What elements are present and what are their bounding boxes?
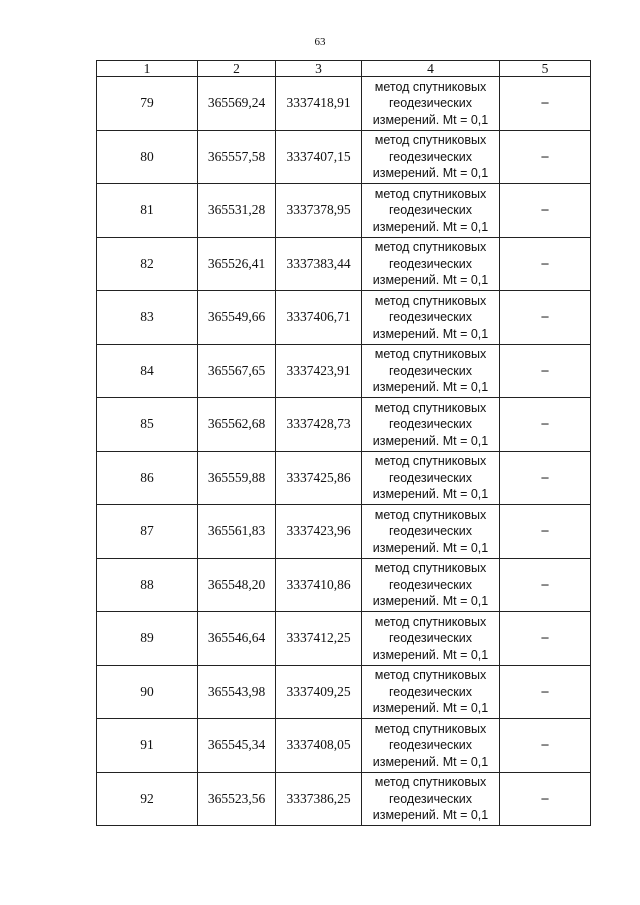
table-row [97, 451, 591, 505]
y-coordinate-cell: 3337378,95 [276, 184, 362, 238]
y-coordinate-cell: 3337406,71 [276, 291, 362, 345]
coordinates-table [96, 60, 591, 826]
method-text-line: геодезических [388, 684, 472, 699]
method-cell [362, 505, 500, 559]
point-number-cell: 82 [97, 237, 198, 291]
note-dash-cell: – [500, 130, 591, 184]
method-text-line: геодезических [388, 149, 472, 164]
method-text-line: измерений. Mt = 0,1 [372, 647, 489, 662]
point-number-cell: 89 [97, 612, 198, 666]
x-coordinate-cell: 365548,20 [198, 558, 276, 612]
x-coordinate-cell: 365531,28 [198, 184, 276, 238]
x-coordinate-cell: 365549,66 [198, 291, 276, 345]
method-text-line: геодезических [388, 524, 472, 538]
page-number: 63 [314, 36, 326, 48]
y-coordinate-cell: 3337425,86 [276, 451, 362, 505]
table-body [97, 77, 591, 826]
method-text-line: метод спутниковых [374, 133, 487, 147]
column-header-2: 2 [198, 61, 276, 77]
column-header-4: 4 [362, 61, 500, 77]
method-text-line: метод спутниковых [374, 79, 487, 94]
method-text-line: метод спутниковых [374, 400, 487, 415]
table-row [97, 558, 591, 612]
x-coordinate-cell: 365567,65 [198, 344, 276, 398]
table-row [97, 772, 591, 826]
y-coordinate-cell: 3337410,86 [276, 558, 362, 612]
method-text-line: измерений. Mt = 0,1 [372, 701, 489, 715]
note-dash-cell: – [500, 451, 591, 505]
method-text-line: измерений. Mt = 0,1 [372, 754, 489, 769]
method-text-line: геодезических [388, 577, 472, 592]
method-cell [362, 344, 500, 398]
note-dash-cell: – [500, 184, 591, 238]
method-text-line: геодезических [388, 96, 472, 110]
method-cell [362, 612, 500, 666]
method-cell [362, 558, 500, 612]
y-coordinate-cell: 3337423,96 [276, 505, 362, 559]
method-text-line: геодезических [388, 738, 472, 752]
method-cell [362, 237, 500, 291]
method-text-line: метод спутниковых [374, 240, 487, 254]
table-row [97, 130, 591, 184]
point-number-cell: 85 [97, 398, 198, 452]
method-cell [362, 77, 500, 131]
method-text-line: геодезических [388, 791, 472, 806]
method-cell [362, 719, 500, 773]
table-row [97, 719, 591, 773]
x-coordinate-cell: 365559,88 [198, 451, 276, 505]
table-row [97, 505, 591, 559]
table-row [97, 398, 591, 452]
point-number-cell: 84 [97, 344, 198, 398]
method-text-line: метод спутниковых [374, 668, 487, 682]
method-cell [362, 772, 500, 826]
x-coordinate-cell: 365545,34 [198, 719, 276, 773]
column-header-1: 1 [97, 61, 198, 77]
x-coordinate-cell: 365546,64 [198, 612, 276, 666]
point-number-cell: 79 [97, 77, 198, 131]
note-dash-cell: – [500, 558, 591, 612]
method-cell [362, 665, 500, 719]
column-header-5: 5 [500, 61, 591, 77]
method-text-line: измерений. Mt = 0,1 [372, 166, 489, 180]
method-cell [362, 291, 500, 345]
method-text-line: метод спутниковых [374, 186, 487, 201]
method-text-line: геодезических [388, 363, 472, 378]
method-cell [362, 451, 500, 505]
x-coordinate-cell: 365543,98 [198, 665, 276, 719]
method-text-line: измерений. Mt = 0,1 [372, 433, 489, 448]
method-text-line: измерений. Mt = 0,1 [372, 808, 489, 822]
x-coordinate-cell: 365561,83 [198, 505, 276, 559]
point-number-cell: 88 [97, 558, 198, 612]
method-cell [362, 398, 500, 452]
y-coordinate-cell: 3337412,25 [276, 612, 362, 666]
note-dash-cell: – [500, 665, 591, 719]
method-text-line: измерений. Mt = 0,1 [372, 219, 489, 234]
table-row [97, 612, 591, 666]
point-number-cell: 81 [97, 184, 198, 238]
method-text-line: геодезических [388, 203, 472, 217]
method-text-line: измерений. Mt = 0,1 [372, 594, 489, 608]
method-text-line: геодезических [388, 417, 472, 431]
table-row [97, 237, 591, 291]
y-coordinate-cell: 3337409,25 [276, 665, 362, 719]
y-coordinate-cell: 3337428,73 [276, 398, 362, 452]
method-text-line: метод спутниковых [374, 507, 487, 522]
method-text-line: метод спутниковых [374, 614, 487, 629]
x-coordinate-cell: 365569,24 [198, 77, 276, 131]
method-text-line: измерений. Mt = 0,1 [372, 326, 489, 341]
x-coordinate-cell: 365557,58 [198, 130, 276, 184]
y-coordinate-cell: 3337386,25 [276, 772, 362, 826]
y-coordinate-cell: 3337418,91 [276, 77, 362, 131]
table-row [97, 184, 591, 238]
note-dash-cell: – [500, 398, 591, 452]
note-dash-cell: – [500, 77, 591, 131]
table-row [97, 291, 591, 345]
method-text-line: измерений. Mt = 0,1 [372, 273, 489, 287]
method-text-line: измерений. Mt = 0,1 [372, 540, 489, 555]
table-row [97, 344, 591, 398]
method-cell [362, 184, 500, 238]
method-text-line: измерений. Mt = 0,1 [372, 380, 489, 394]
note-dash-cell: – [500, 612, 591, 666]
note-dash-cell: – [500, 505, 591, 559]
point-number-cell: 86 [97, 451, 198, 505]
method-cell [362, 130, 500, 184]
note-dash-cell: – [500, 344, 591, 398]
x-coordinate-cell: 365523,56 [198, 772, 276, 826]
y-coordinate-cell: 3337407,15 [276, 130, 362, 184]
method-text-line: метод спутниковых [374, 721, 487, 736]
method-text-line: метод спутниковых [374, 561, 487, 575]
point-number-cell: 87 [97, 505, 198, 559]
note-dash-cell: – [500, 719, 591, 773]
method-text-line: геодезических [388, 631, 472, 645]
point-number-cell: 83 [97, 291, 198, 345]
note-dash-cell: – [500, 237, 591, 291]
point-number-cell: 90 [97, 665, 198, 719]
note-dash-cell: – [500, 291, 591, 345]
table-header-row [97, 61, 591, 77]
method-text-line: метод спутниковых [374, 293, 487, 308]
table-row [97, 665, 591, 719]
method-text-line: измерений. Mt = 0,1 [372, 112, 489, 127]
method-text-line: метод спутниковых [374, 454, 487, 468]
x-coordinate-cell: 365562,68 [198, 398, 276, 452]
method-text-line: геодезических [388, 256, 472, 271]
method-text-line: геодезических [388, 310, 472, 324]
y-coordinate-cell: 3337408,05 [276, 719, 362, 773]
note-dash-cell: – [500, 772, 591, 826]
y-coordinate-cell: 3337383,44 [276, 237, 362, 291]
point-number-cell: 91 [97, 719, 198, 773]
method-text-line: геодезических [388, 470, 472, 485]
point-number-cell: 92 [97, 772, 198, 826]
table-row [97, 77, 591, 131]
point-number-cell: 80 [97, 130, 198, 184]
x-coordinate-cell: 365526,41 [198, 237, 276, 291]
y-coordinate-cell: 3337423,91 [276, 344, 362, 398]
method-text-line: измерений. Mt = 0,1 [372, 487, 489, 501]
column-header-3: 3 [276, 61, 362, 77]
method-text-line: метод спутниковых [374, 775, 487, 789]
method-text-line: метод спутниковых [374, 347, 487, 361]
